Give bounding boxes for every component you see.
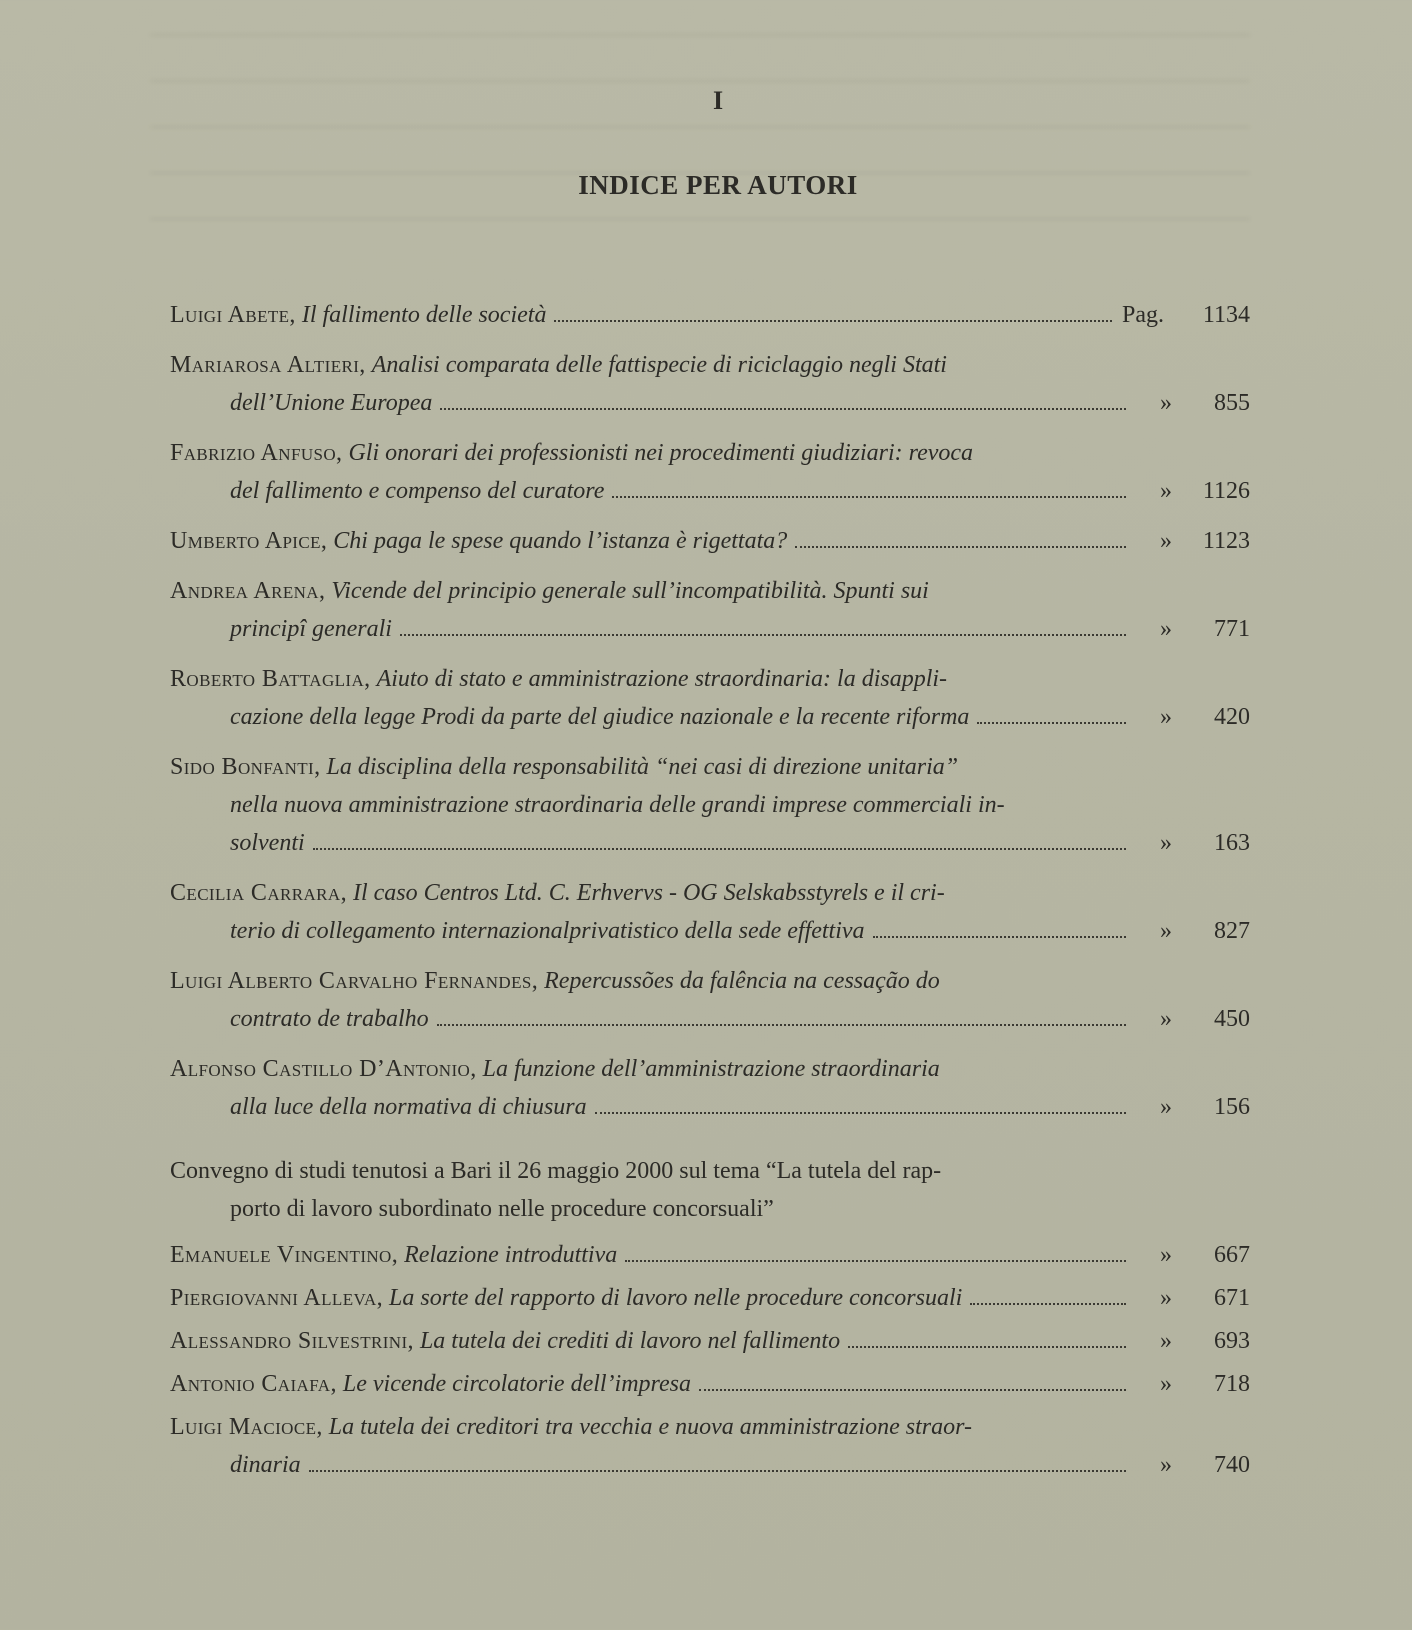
- index-entry: [170, 522, 1250, 560]
- entry-title: alla luce della normativa di chiusura: [230, 1094, 587, 1120]
- entry-text: [170, 296, 546, 334]
- page-marker: »: [1160, 616, 1172, 642]
- entry-title: Aiuto di stato e amministrazione straordinaria: la disappli-: [376, 666, 948, 692]
- entry-text: [170, 1279, 962, 1317]
- entry-title: La tutela dei crediti di lavoro nel fallimento: [419, 1328, 841, 1354]
- dot-leader: [554, 320, 1112, 322]
- entry-author: Emanuele Vingentino,: [170, 1242, 399, 1268]
- page-marker: »: [1160, 1452, 1172, 1478]
- dot-leader: [612, 496, 1126, 498]
- entry-text: [170, 748, 958, 786]
- dot-leader: [313, 848, 1126, 850]
- entry-line: [170, 660, 1250, 698]
- entry-title: Analisi comparata delle fattispecie di riciclaggio negli Stati: [371, 352, 947, 378]
- page-number-ref: 827: [1214, 918, 1250, 944]
- entry-title: dinaria: [230, 1452, 301, 1478]
- bleed-through-text: [150, 0, 1250, 260]
- entry-author: Piergiovanni Alleva,: [170, 1285, 384, 1311]
- dot-leader: [977, 722, 1126, 724]
- dot-leader: [309, 1470, 1126, 1472]
- entry-line: [170, 824, 1250, 862]
- entry-title: terio di collegamento internazionalprivatistico della sede effettiva: [230, 918, 865, 944]
- index-list: [170, 296, 1250, 1489]
- page-number-ref: 450: [1214, 1006, 1250, 1032]
- dot-leader: [595, 1112, 1126, 1114]
- entry-line: [170, 472, 1250, 510]
- entry-title: contrato de trabalho: [230, 1006, 429, 1032]
- entry-line: [170, 384, 1250, 422]
- dot-leader: [970, 1303, 1126, 1305]
- entry-line: [170, 748, 1250, 786]
- page-number-ref: 855: [1214, 390, 1250, 416]
- page-number: I: [712, 86, 724, 115]
- entry-title: solventi: [230, 830, 305, 856]
- page-number-ref: 1134: [1202, 302, 1250, 328]
- entry-line: [170, 1279, 1250, 1317]
- entry-title: La disciplina della responsabilità “nei casi di direzione unitaria”: [326, 754, 959, 780]
- entry-author: Roberto Battaglia,: [170, 666, 371, 692]
- page-number-ref: 667: [1214, 1242, 1250, 1268]
- index-entry: [170, 1050, 1250, 1126]
- page-marker: »: [1160, 1371, 1172, 1397]
- entry-text: [230, 610, 392, 648]
- entry-title: Chi paga le spese quando l’istanza è rigettata?: [333, 528, 788, 554]
- entry-author: Cecilia Carrara,: [170, 880, 347, 906]
- entry-title: Il caso Centros Ltd. C. Erhvervs - OG Selskabsstyrels e il cri-: [352, 880, 945, 906]
- dot-leader: [400, 634, 1126, 636]
- entry-author: Mariarosa Altieri,: [170, 352, 366, 378]
- dot-leader: [440, 408, 1126, 410]
- entry-text: [230, 384, 432, 422]
- entry-text: [230, 1446, 301, 1484]
- entry-title: La funzione dell’amministrazione straordinaria: [482, 1056, 940, 1082]
- page-marker: »: [1160, 1006, 1172, 1032]
- entry-text: [170, 874, 945, 912]
- index-entry: [170, 572, 1250, 648]
- dot-leader: [625, 1260, 1126, 1262]
- entry-author: Andrea Arena,: [170, 578, 326, 604]
- entry-text: [170, 962, 940, 1000]
- page-marker: »: [1160, 1285, 1172, 1311]
- entry-line: [170, 698, 1250, 736]
- entry-author: Umberto Apice,: [170, 528, 328, 554]
- page-marker: »: [1160, 830, 1172, 856]
- dot-leader: [848, 1346, 1126, 1348]
- entry-text: [230, 1000, 429, 1038]
- entry-text: [230, 698, 969, 736]
- entry-text: [170, 434, 973, 472]
- entry-text: [170, 1050, 940, 1088]
- entry-author: Alfonso Castillo D’Antonio,: [170, 1056, 477, 1082]
- entry-title: nella nuova amministrazione straordinaria delle grandi imprese commerciali in-: [230, 792, 1005, 818]
- entry-text: [230, 912, 865, 950]
- page-number-ref: 718: [1214, 1371, 1250, 1397]
- entry-author: Antonio Caiafa,: [170, 1371, 337, 1397]
- page-marker: »: [1160, 1242, 1172, 1268]
- entry-line: [170, 1322, 1250, 1360]
- index-entry: [170, 874, 1250, 950]
- page-number-ref: 163: [1214, 830, 1250, 856]
- page-number-ref: 1123: [1202, 528, 1250, 554]
- entry-line: [170, 1236, 1250, 1274]
- page-number-ref: 1126: [1202, 478, 1250, 504]
- index-entry: [170, 434, 1250, 510]
- entry-line: [170, 522, 1250, 560]
- entry-title: principî generali: [230, 616, 392, 642]
- page-marker: »: [1160, 1094, 1172, 1120]
- entry-line: [170, 1000, 1250, 1038]
- entry-line: [170, 874, 1250, 912]
- entry-text: [170, 660, 947, 698]
- dot-leader: [437, 1024, 1126, 1026]
- entry-author: Luigi Alberto Carvalho Fernandes,: [170, 968, 539, 994]
- entry-author: Alessandro Silvestrini,: [170, 1328, 414, 1354]
- entry-title: La tutela dei creditori tra vecchia e nuova amministrazione straor-: [328, 1414, 972, 1440]
- entry-title: del fallimento e compenso del curatore: [230, 478, 605, 504]
- page-marker: »: [1160, 478, 1172, 504]
- index-entry: [170, 962, 1250, 1038]
- index-entry: [170, 748, 1250, 862]
- page-number-ref: 740: [1214, 1452, 1250, 1478]
- entry-text: [230, 1088, 587, 1126]
- convegno-line: Convegno di studi tenutosi a Bari il 26 maggio 2000 sul tema “La tutela del rap-: [170, 1158, 942, 1184]
- page-number-ref: 771: [1214, 616, 1250, 642]
- entry-text: [170, 572, 929, 610]
- dot-leader: [699, 1389, 1126, 1391]
- page-marker: »: [1160, 1328, 1172, 1354]
- entry-line: [170, 346, 1250, 384]
- entry-author: Luigi Macioce,: [170, 1414, 323, 1440]
- page-title: INDICE PER AUTORI: [578, 170, 858, 200]
- entry-author: Sido Bonfanti,: [170, 754, 321, 780]
- entry-line: [170, 786, 1250, 824]
- entry-line: [170, 962, 1250, 1000]
- page-marker: »: [1160, 918, 1172, 944]
- entry-author: Luigi Abete,: [170, 302, 296, 328]
- entry-line: [170, 1446, 1250, 1484]
- page-number-ref: 671: [1214, 1285, 1250, 1311]
- index-entry: [170, 1322, 1250, 1360]
- index-entry: [170, 1236, 1250, 1274]
- entry-title: cazione della legge Prodi da parte del giudice nazionale e la recente riforma: [230, 704, 970, 730]
- entry-text: [170, 346, 947, 384]
- entry-line: [170, 912, 1250, 950]
- entry-text: [230, 824, 305, 862]
- entry-text: [230, 472, 604, 510]
- page-number-ref: 693: [1214, 1328, 1250, 1354]
- entry-title: Le vicende circolatorie dell’impresa: [342, 1371, 691, 1397]
- entry-title: Relazione introduttiva: [404, 1242, 618, 1268]
- index-entry: [170, 346, 1250, 422]
- entry-title: dell’Unione Europea: [230, 390, 433, 416]
- page-marker: Pag.: [1122, 302, 1164, 328]
- entry-title: La sorte del rapporto di lavoro nelle procedure concorsuali: [389, 1285, 963, 1311]
- entry-line: [170, 572, 1250, 610]
- page-number-ref: 156: [1214, 1094, 1250, 1120]
- index-entry: [170, 1279, 1250, 1317]
- entry-title: Repercussões da falência na cessação do: [544, 968, 940, 994]
- entry-line: [170, 1050, 1250, 1088]
- entry-title: Gli onorari dei professionisti nei procedimenti giudiziari: revoca: [348, 440, 974, 466]
- entry-text: [170, 1236, 617, 1274]
- page-marker: »: [1160, 704, 1172, 730]
- page-marker: »: [1160, 390, 1172, 416]
- entry-text: [170, 522, 787, 560]
- entry-line: [170, 610, 1250, 648]
- page-marker: »: [1160, 528, 1172, 554]
- index-entry: [170, 660, 1250, 736]
- entry-text: [170, 1365, 691, 1403]
- entry-line: [170, 1408, 1250, 1446]
- entry-line: [170, 1088, 1250, 1126]
- entry-author: Fabrizio Anfuso,: [170, 440, 343, 466]
- entry-line: [170, 1365, 1250, 1403]
- index-entry: [170, 296, 1250, 334]
- index-entry: [170, 1408, 1250, 1484]
- convegno-line: porto di lavoro subordinato nelle procedure concorsuali”: [230, 1196, 774, 1222]
- dot-leader: [795, 546, 1126, 548]
- entry-text: [170, 1408, 972, 1446]
- entry-text: [230, 786, 1005, 824]
- entry-line: [170, 296, 1250, 334]
- entry-title: Il fallimento delle società: [301, 302, 547, 328]
- convegno-heading: [170, 1152, 1250, 1228]
- entry-line: [170, 434, 1250, 472]
- entry-title: Vicende del principio generale sull’incompatibilità. Spunti sui: [331, 578, 929, 604]
- entry-text: [170, 1322, 840, 1360]
- index-entry: [170, 1365, 1250, 1403]
- page-number-ref: 420: [1214, 704, 1250, 730]
- dot-leader: [873, 936, 1126, 938]
